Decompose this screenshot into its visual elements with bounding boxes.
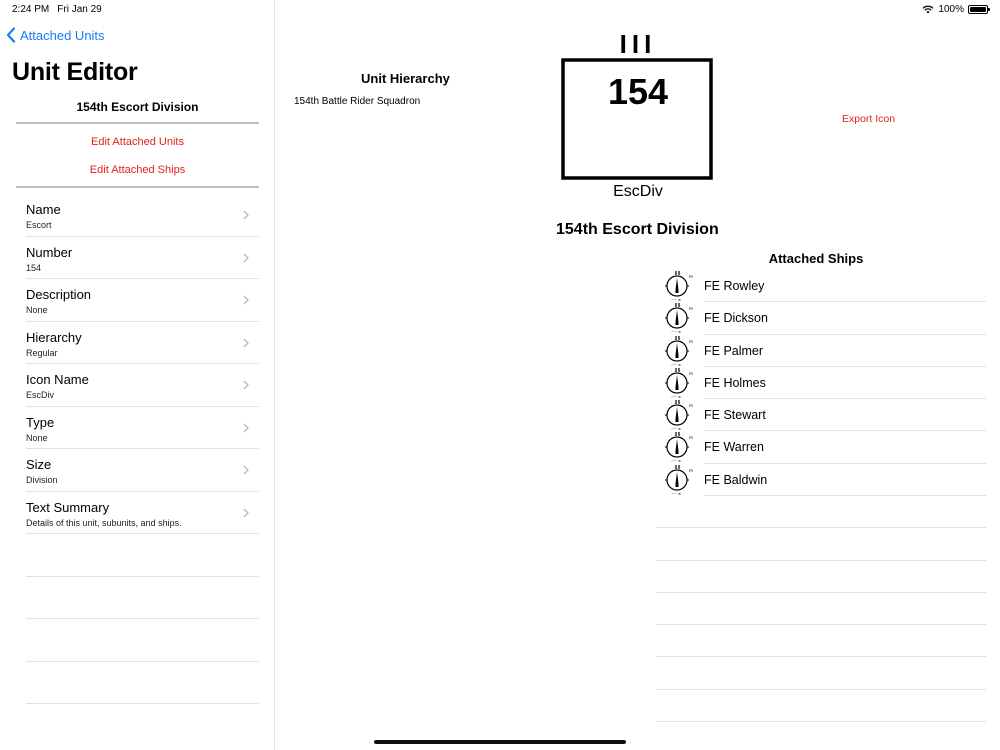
row-name[interactable] [26, 194, 259, 237]
unit-name-header: 154th Escort Division [76, 100, 199, 114]
row-value: None [26, 305, 48, 315]
ship-row[interactable] [656, 335, 986, 367]
edit-attached-units-button[interactable]: Edit Attached Units [91, 136, 184, 148]
chevron-right-icon [243, 338, 249, 348]
ships-empty-rows [656, 496, 986, 722]
chevron-right-icon [243, 465, 249, 475]
svg-text:m: m [689, 370, 693, 376]
chevron-right-icon [243, 423, 249, 433]
row-title: Text Summary [26, 499, 110, 515]
ship-row[interactable] [656, 431, 986, 463]
row-value: Division [26, 475, 58, 485]
svg-text:~~ ≡: ~~ ≡ [671, 362, 681, 367]
empty-row [26, 619, 259, 662]
ship-name: FE Dickson [704, 311, 768, 326]
ship-row[interactable] [656, 367, 986, 399]
empty-row [656, 593, 986, 625]
ship-row[interactable] [656, 270, 986, 302]
row-title: Number [26, 244, 73, 260]
back-chevron-icon [6, 27, 16, 43]
back-button[interactable] [6, 27, 105, 43]
ship-row[interactable] [656, 302, 986, 334]
ship-name: FE Rowley [704, 279, 765, 293]
row-hierarchy[interactable] [26, 322, 259, 365]
ship-name: FE Baldwin [704, 472, 768, 487]
edit-attached-ships-button[interactable]: Edit Attached Ships [89, 164, 186, 176]
empty-row [26, 577, 259, 620]
ship-row[interactable] [656, 399, 986, 431]
ship-class-icon [661, 431, 695, 463]
unit-size-marks: III [619, 34, 657, 59]
row-title: Hierarchy [26, 329, 82, 345]
svg-text:~~ ≡: ~~ ≡ [671, 298, 681, 302]
empty-row [656, 528, 986, 560]
sidebar [0, 0, 275, 750]
svg-text:~~ ≡: ~~ ≡ [671, 330, 681, 335]
chevron-right-icon [243, 253, 249, 263]
status-time: 2:24 PM [12, 4, 50, 15]
row-value: EscDiv [26, 390, 55, 400]
ship-name: FE Warren [704, 440, 764, 455]
unit-symbol-label: EscDiv [613, 183, 663, 200]
divider [16, 122, 259, 124]
hierarchy-item[interactable]: 154th Battle Rider Squadron [294, 96, 421, 107]
row-description[interactable] [26, 279, 259, 322]
row-value: Regular [26, 347, 58, 358]
svg-text:m: m [689, 306, 693, 312]
chevron-right-icon [243, 295, 249, 305]
empty-row [656, 496, 986, 528]
battery-percent: 100% [938, 4, 964, 15]
svg-text:m: m [689, 403, 693, 409]
empty-row [656, 690, 986, 722]
svg-text:m: m [689, 338, 693, 344]
ship-class-icon [661, 335, 695, 367]
empty-row [656, 657, 986, 689]
chevron-right-icon [243, 380, 249, 390]
row-icon-name[interactable] [26, 364, 259, 407]
row-title: Description [26, 287, 92, 302]
back-label: Attached Units [20, 27, 105, 43]
chevron-right-icon [243, 508, 249, 518]
ship-class-icon [661, 464, 695, 496]
attached-ships-title: Attached Ships [768, 251, 864, 266]
row-title: Type [26, 414, 55, 430]
empty-row [26, 534, 259, 577]
page-title: Unit Editor [12, 58, 138, 86]
row-text-summary[interactable] [26, 492, 259, 535]
unit-symbol-number: 154 [607, 71, 669, 112]
empty-row [26, 662, 259, 705]
divider [16, 186, 259, 188]
chevron-right-icon [243, 210, 249, 220]
svg-text:m: m [689, 467, 693, 473]
row-title: Icon Name [26, 372, 89, 387]
empty-list-rows [26, 534, 259, 704]
unit-hierarchy-title: Unit Hierarchy [361, 71, 450, 86]
svg-text:~~ ≡: ~~ ≡ [671, 491, 681, 496]
empty-row [656, 625, 986, 657]
empty-row [656, 561, 986, 593]
row-type[interactable] [26, 407, 259, 450]
ship-class-icon [661, 302, 695, 334]
home-indicator[interactable] [374, 740, 626, 744]
ship-name: FE Palmer [704, 343, 764, 358]
row-title: Size [26, 457, 52, 472]
detail-pane [276, 0, 1000, 750]
ship-name: FE Stewart [704, 408, 766, 423]
ship-class-icon [661, 367, 695, 399]
row-title: Name [26, 202, 61, 217]
status-date: Fri Jan 29 [57, 4, 102, 15]
row-value: Escort [26, 220, 52, 230]
unit-symbol-icon [560, 34, 716, 200]
ship-row[interactable] [656, 464, 986, 496]
svg-text:m: m [689, 435, 693, 441]
ship-class-icon [661, 270, 695, 302]
ship-class-icon [661, 399, 695, 431]
unit-properties-list [26, 194, 259, 534]
svg-text:~~ ≡: ~~ ≡ [671, 427, 681, 432]
row-value: None [26, 432, 48, 443]
row-number[interactable] [26, 237, 259, 280]
unit-title: 154th Escort Division [556, 221, 719, 238]
svg-text:~~ ≡: ~~ ≡ [671, 394, 681, 399]
attached-ships-list [656, 270, 986, 496]
ship-name: FE Holmes [704, 375, 766, 390]
export-icon-button[interactable]: Export Icon [842, 113, 896, 125]
svg-text:m: m [689, 274, 693, 279]
row-value: Details of this unit, subunits, and ships. [26, 517, 182, 528]
row-size[interactable] [26, 449, 259, 492]
svg-text:~~ ≡: ~~ ≡ [671, 459, 681, 464]
row-value: 154 [26, 262, 42, 273]
